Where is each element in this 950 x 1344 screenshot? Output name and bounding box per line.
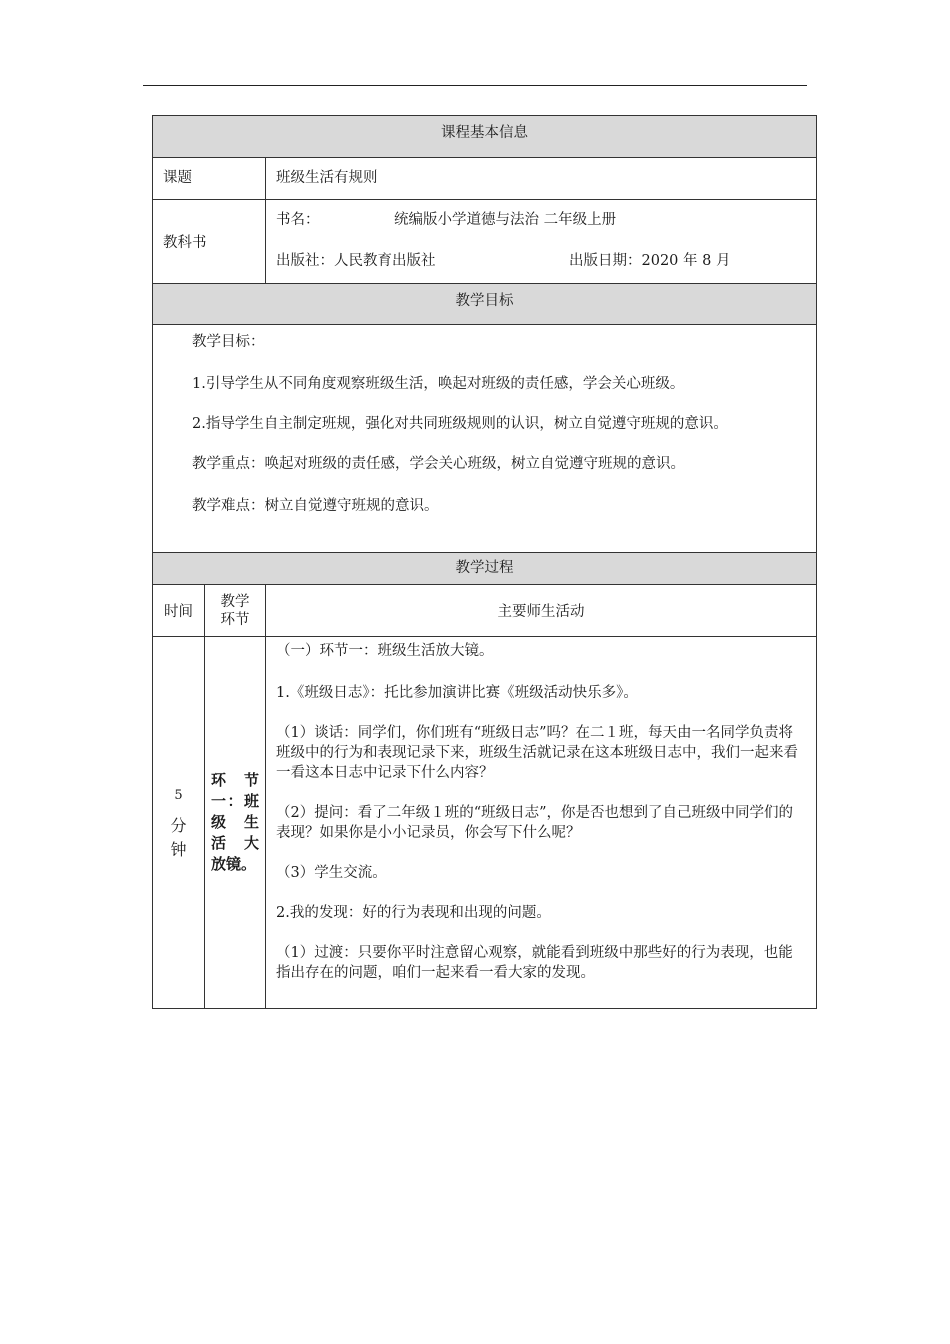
lesson-plan-table (152, 115, 817, 1009)
activity-cell (266, 637, 817, 1009)
time-cell (153, 637, 205, 1009)
key-points: 教学重点：唤起对班级的责任感，学会关心班级，树立自觉遵守班规的意识。 (192, 456, 685, 472)
book-name-value: 统编版小学道德与法治 二年级上册 (394, 212, 617, 228)
goals-intro: 教学目标： (192, 334, 265, 350)
col-time-header (153, 585, 205, 637)
topic-label-cell (153, 158, 266, 200)
topic-value: 班级生活有规则 (276, 170, 378, 186)
activity-item: 1.《班级日志》：托比参加演讲比赛《班级活动快乐多》。 (276, 685, 638, 701)
topic-label: 课题 (163, 170, 192, 186)
activity-item: 2.我的发现：好的行为表现和出现的问题。 (276, 905, 551, 921)
col-stage-header (205, 585, 266, 637)
textbook-info-cell (266, 200, 817, 284)
col-stage-label-line1: 教学 (220, 593, 250, 610)
section-goals-title: 教学目标 (455, 293, 514, 309)
stage-label: 环 节 一：班 级 生 活 大 放镜。 (211, 771, 259, 873)
textbook-label-cell (153, 200, 266, 284)
section-goals-header (153, 284, 817, 325)
book-name-label: 书名： (276, 212, 320, 228)
stage-cell (205, 637, 266, 1009)
col-time-label: 时间 (164, 604, 193, 620)
difficulty: 教学难点：树立自觉遵守班规的意识。 (192, 498, 439, 514)
col-stage-label-line2: 环节 (220, 611, 250, 628)
publish-date: 出版日期：2020 年 8 月 (569, 253, 731, 269)
activity-item: （1）谈话：同学们，你们班有“班级日志”吗？在二１班，每天由一名同学负责将班级中的行为和表现记录下来，班级生活就记录在这本班级日志中，我们一起来看一看这本日志中记录下什么内容？ (276, 725, 798, 781)
section-process-header (153, 553, 817, 585)
goal-2: 2.指导学生自主制定班规，强化对共同班级规则的认识，树立自觉遵守班规的意识。 (192, 416, 728, 432)
activity-item: （一）环节一：班级生活放大镜。 (276, 643, 494, 659)
topic-value-cell (266, 158, 817, 200)
textbook-label: 教科书 (163, 235, 207, 251)
publisher: 出版社：人民教育出版社 (276, 253, 436, 269)
activity-item: （2）提问：看了二年级１班的“班级日志”，你是否也想到了自己班级中同学们的表现？如果你是小小记录员，你会写下什么呢？ (276, 805, 794, 841)
activity-item: （1）过渡：只要你平时注意留心观察，就能看到班级中那些好的行为表现，也能指出存在的问题，咱们一起来看一看大家的发现。 (276, 945, 793, 981)
section-process-title: 教学过程 (455, 560, 514, 576)
col-activity-label: 主要师生活动 (497, 604, 585, 620)
activity-item: （3）学生交流。 (276, 865, 387, 881)
section-basic-info-header (153, 116, 817, 158)
goals-body (153, 325, 817, 553)
time-number: 5 (174, 787, 183, 803)
time-unit-line1: 分 (170, 815, 187, 835)
goal-1: 1.引导学生从不同角度观察班级生活，唤起对班级的责任感，学会关心班级。 (192, 376, 685, 392)
header-rule (143, 85, 807, 86)
section-basic-info-title: 课程基本信息 (441, 125, 528, 141)
time-unit-line2: 钟 (170, 839, 187, 859)
col-activity-header (266, 585, 817, 637)
